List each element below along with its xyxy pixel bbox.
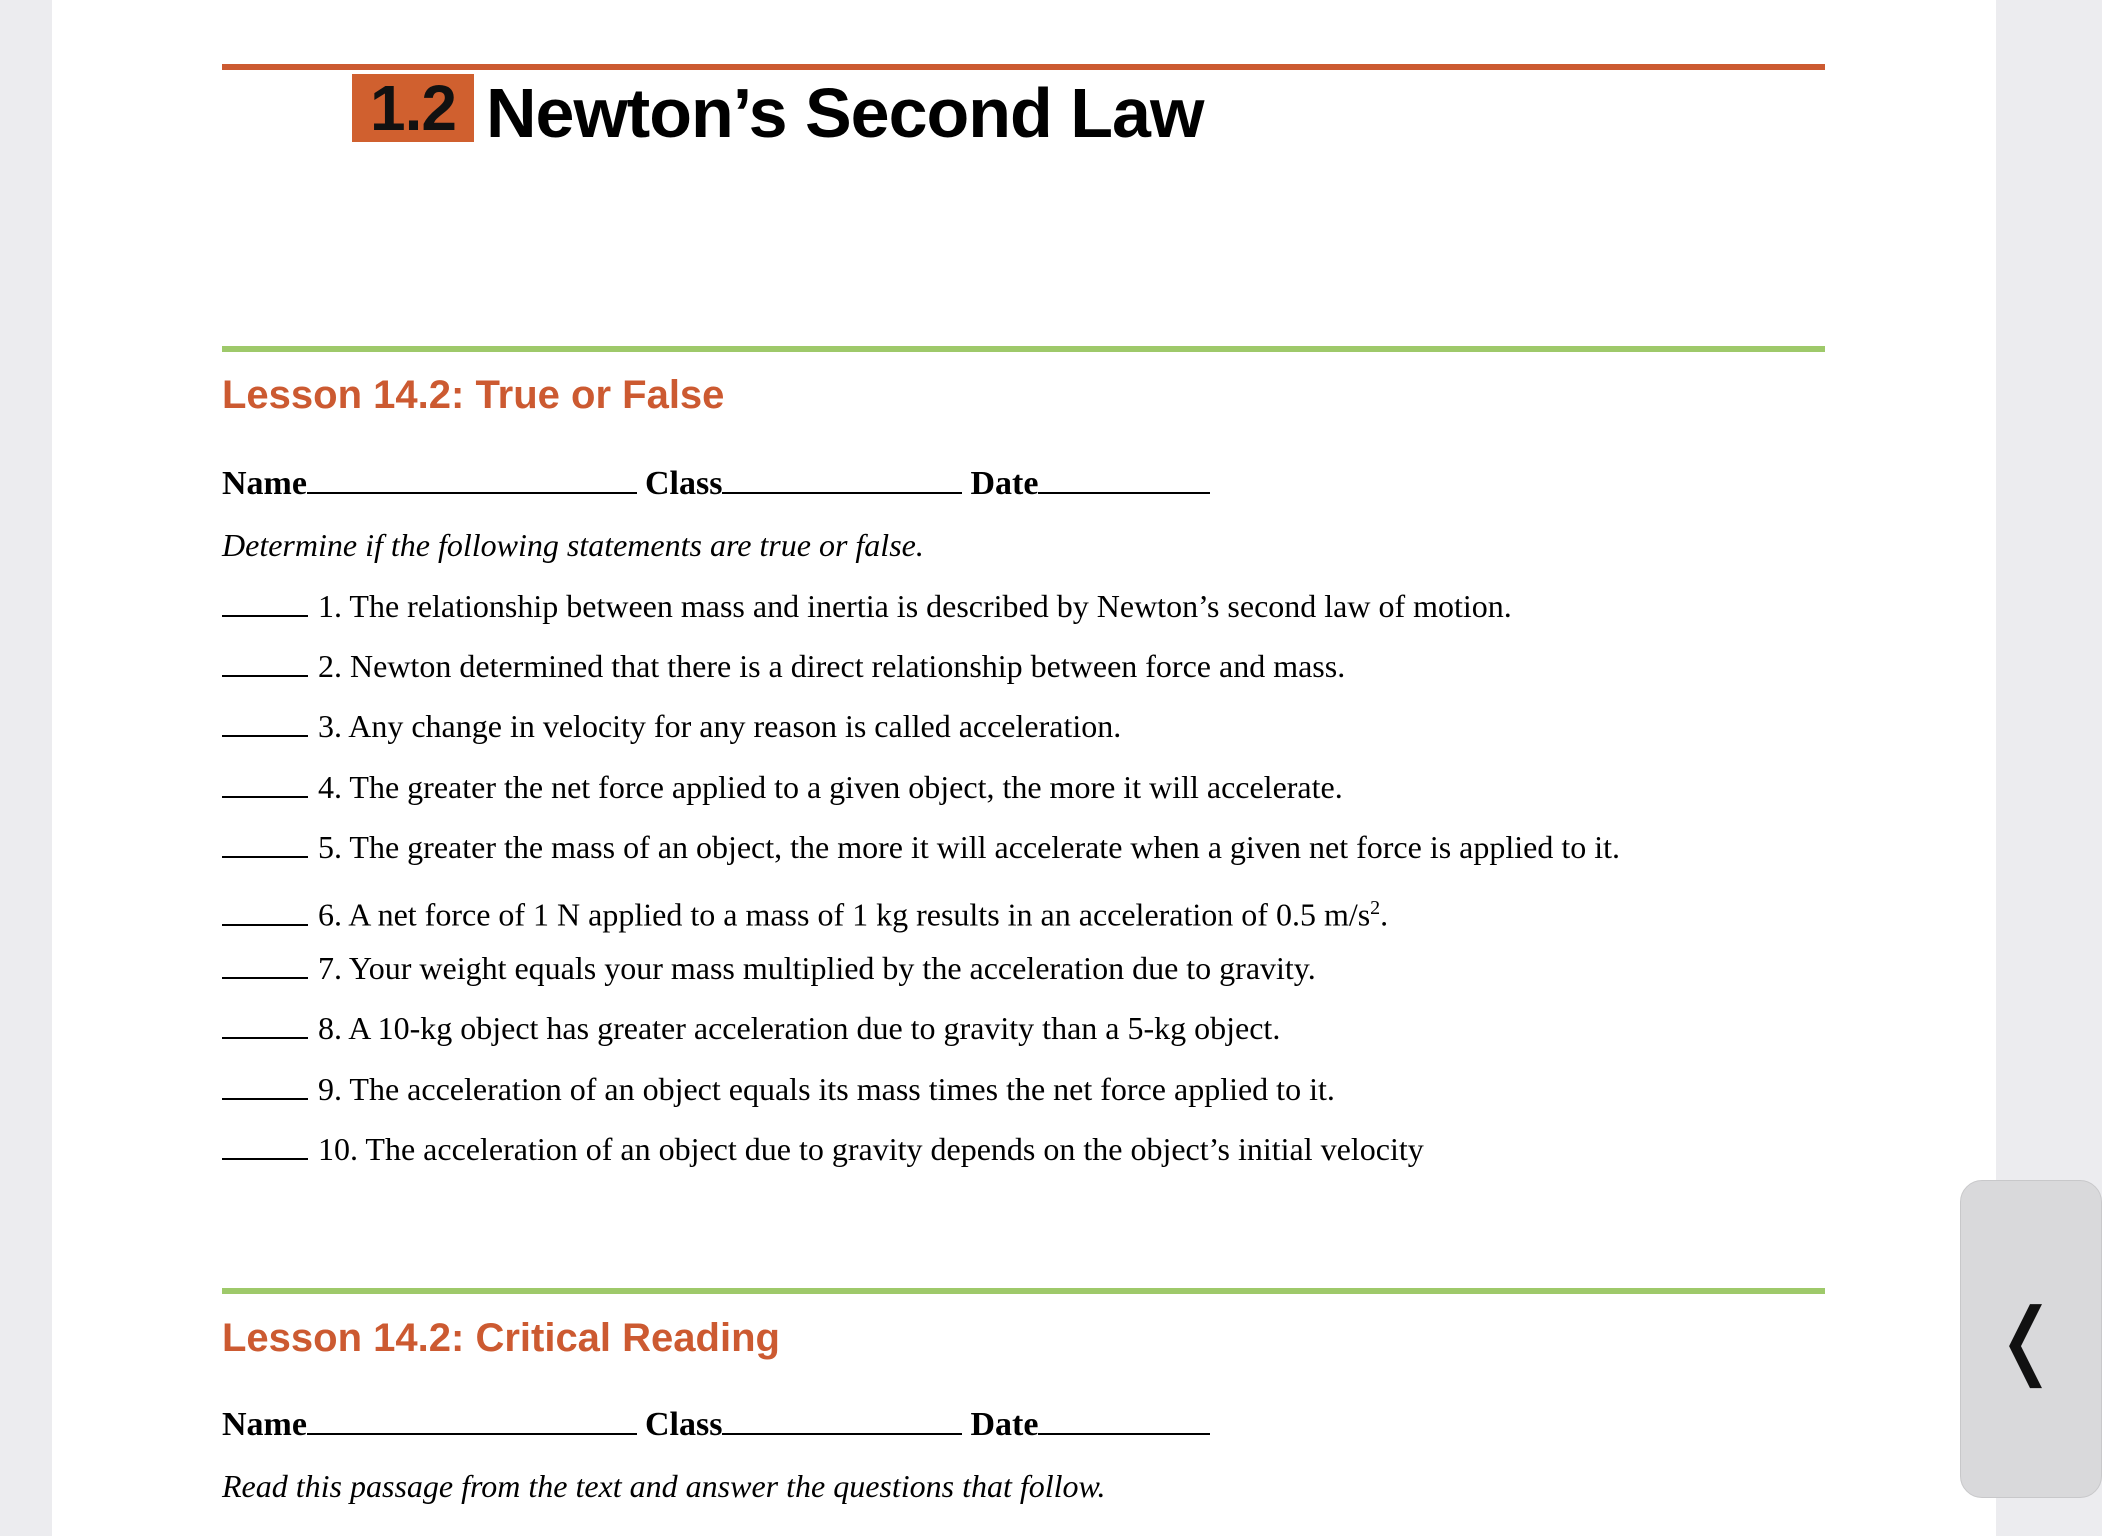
question-item (222, 887, 1388, 936)
date-blank[interactable] (1038, 1407, 1210, 1435)
name-blank[interactable] (307, 1407, 637, 1435)
name-class-date-line (222, 1403, 1218, 1447)
question-text: 10. The acceleration of an object due to gravity depends on the object’s initial velocity (318, 1131, 1424, 1167)
question-text: 8. A 10-kg object has greater acceleration due to gravity than a 5-kg object. (318, 1010, 1281, 1046)
question-item (222, 585, 1512, 627)
name-label: Name (222, 465, 307, 502)
class-label: Class (644, 1406, 723, 1443)
question-text: 5. The greater the mass of an object, the more it will accelerate when a given net force is applied to it. (318, 829, 1621, 865)
question-item (222, 1128, 1424, 1170)
answer-blank[interactable] (222, 645, 308, 677)
answer-blank[interactable] (222, 826, 308, 858)
superscript-exponent: 2 (1370, 897, 1381, 919)
question-text: 9. The acceleration of an object equals its mass times the net force applied to it. (318, 1071, 1335, 1107)
answer-blank[interactable] (222, 1128, 308, 1160)
question-item (222, 1068, 1335, 1110)
section-divider (222, 1288, 1825, 1294)
name-class-date-line (222, 462, 1218, 506)
section-divider (222, 346, 1825, 352)
answer-blank[interactable] (222, 1007, 308, 1039)
question-item (222, 705, 1121, 747)
name-label: Name (222, 1406, 307, 1443)
question-item (222, 766, 1343, 808)
chevron-left-icon: ❬ (1991, 1290, 2062, 1388)
answer-blank[interactable] (222, 894, 308, 926)
question-item (222, 1007, 1280, 1049)
answer-blank[interactable] (222, 1068, 308, 1100)
answer-blank[interactable] (222, 947, 308, 979)
question-text: 4. The greater the net force applied to a given object, the more it will accelerate. (318, 769, 1343, 805)
class-label: Class (644, 465, 723, 502)
class-blank[interactable] (722, 1407, 962, 1435)
side-panel-tab[interactable] (1960, 1180, 2102, 1498)
question-text: 2. Newton determined that there is a direct relationship between force and mass. (318, 648, 1346, 684)
critical-reading-heading: Lesson 14.2: Critical Reading (222, 1316, 780, 1360)
question-text: 3. Any change in velocity for any reason is called acceleration. (318, 708, 1122, 744)
date-label: Date (970, 1406, 1039, 1443)
true-false-heading: Lesson 14.2: True or False (222, 373, 725, 417)
name-blank[interactable] (307, 466, 637, 494)
answer-blank[interactable] (222, 766, 308, 798)
document-page (52, 0, 1996, 1536)
question-item (222, 947, 1316, 989)
page-title: Newton’s Second Law (486, 74, 1204, 152)
question-item (222, 645, 1345, 687)
class-blank[interactable] (722, 466, 962, 494)
question-text: 7. Your weight equals your mass multiplied by the acceleration due to gravity. (318, 950, 1316, 986)
answer-blank[interactable] (222, 585, 308, 617)
date-blank[interactable] (1038, 466, 1210, 494)
question-text: 1. The relationship between mass and inertia is described by Newton’s second law of motion. (318, 588, 1512, 624)
sentence-period: . (1380, 896, 1389, 933)
question-text: 6. A net force of 1 N applied to a mass of 1 kg results in an acceleration of 0.5 m/s (318, 896, 1371, 933)
question-item (222, 826, 1620, 868)
critical-reading-instruction: Read this passage from the text and answer the questions that follow. (222, 1468, 1106, 1504)
date-label: Date (970, 465, 1039, 502)
section-number: 1.2 (352, 74, 474, 142)
answer-blank[interactable] (222, 705, 308, 737)
true-false-instruction: Determine if the following statements are true or false. (222, 527, 924, 563)
